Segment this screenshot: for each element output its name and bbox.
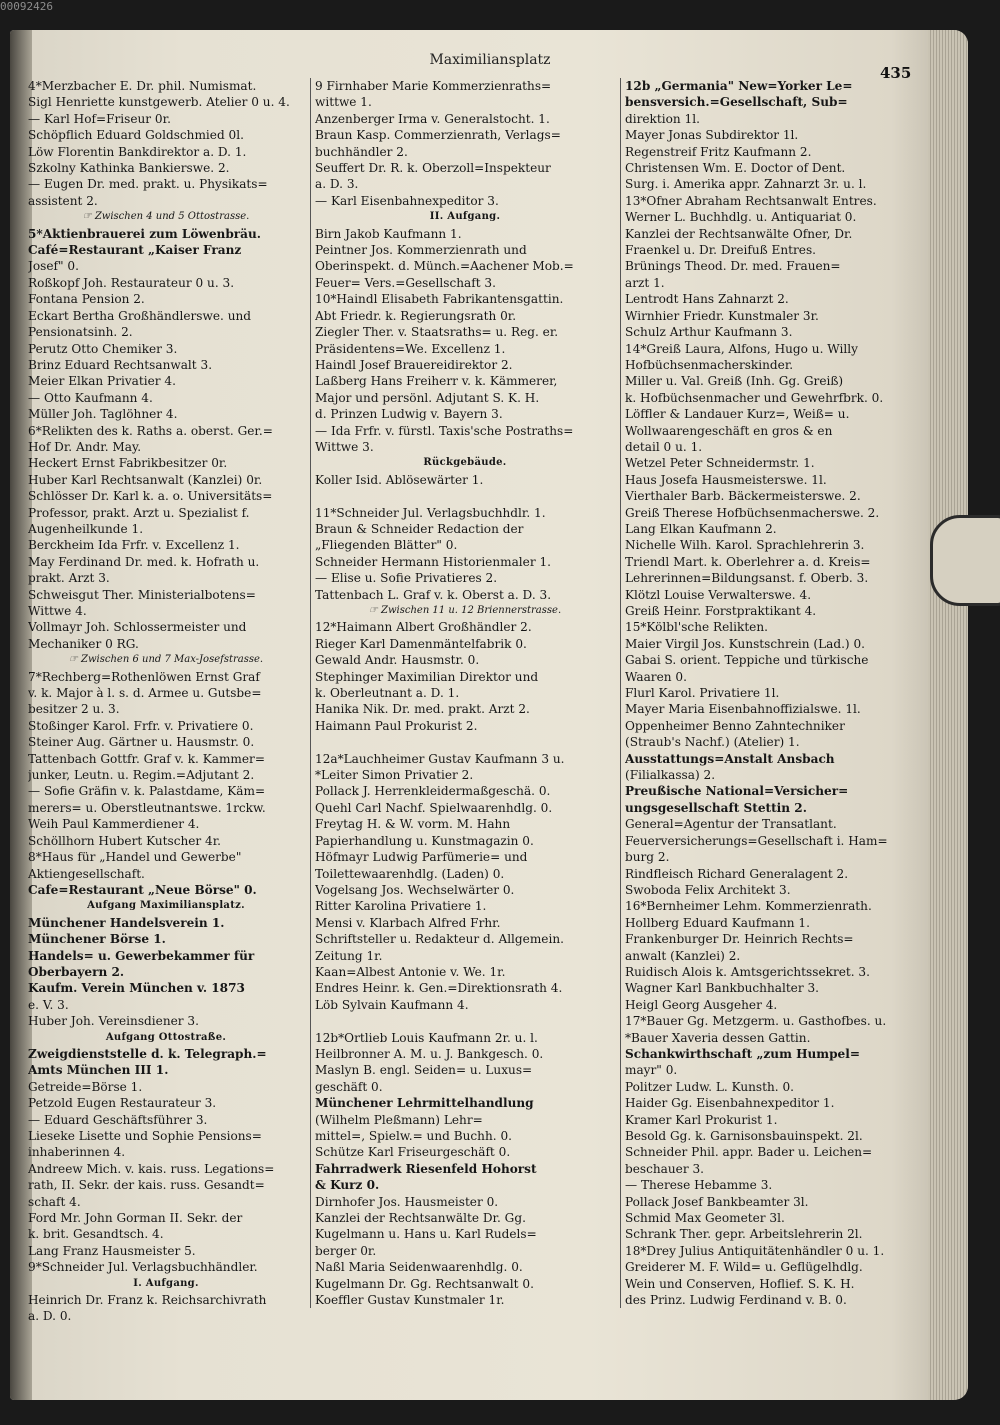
directory-entry: — Eduard Geschäftsführer 3.: [28, 1112, 208, 1127]
directory-entry: Tattenbach Gottfr. Graf v. k. Kammer=: [28, 751, 265, 766]
directory-entry: Löw Florentin Bankdirektor a. D. 1.: [28, 144, 247, 159]
directory-entry: Café=Restaurant „Kaiser Franz: [28, 243, 242, 258]
directory-entry: Tattenbach L. Graf v. k. Oberst a. D. 3.: [315, 587, 552, 602]
directory-entry: Politzer Ludw. L. Kunsth. 0.: [625, 1079, 794, 1094]
directory-entry: Münchener Handelsverein 1.: [28, 915, 225, 930]
directory-entry: Münchener Börse 1.: [28, 932, 166, 947]
directory-entry: assistent 2.: [28, 193, 98, 208]
directory-entry: Miller u. Val. Greiß (Inh. Gg. Greiß): [625, 374, 844, 389]
directory-entry: 9*Schneider Jul. Verlagsbuchhändler.: [28, 1260, 258, 1275]
directory-entry: des Prinz. Ludwig Ferdinand v. B. 0.: [625, 1293, 847, 1308]
directory-entry: 12*Haimann Albert Großhändler 2.: [315, 620, 532, 635]
directory-entry: Ausstattungs=Anstalt Ansbach: [625, 751, 835, 766]
directory-entry: — Karl Hof=Friseur 0r.: [28, 111, 171, 126]
directory-entry: Wirnhier Friedr. Kunstmaler 3r.: [625, 308, 819, 323]
directory-entry: junker, Leutn. u. Regim.=Adjutant 2.: [28, 768, 255, 783]
directory-entry: 5*Aktienbrauerei zum Löwenbräu.: [28, 226, 261, 241]
cross-street-note: ☞ Zwischen 11 u. 12 Briennerstrasse.: [368, 605, 562, 616]
directory-entry: Laßberg Hans Freiherr v. k. Kämmerer,: [315, 374, 558, 389]
directory-entry: Oberbayern 2.: [28, 964, 125, 979]
directory-entry: prakt. Arzt 3.: [28, 571, 110, 586]
directory-entry: Haider Gg. Eisenbahnexpeditor 1.: [625, 1096, 835, 1111]
directory-entry: Josef" 0.: [28, 259, 79, 274]
directory-entry: Haimann Paul Prokurist 2.: [315, 718, 478, 733]
directory-entry: Quehl Carl Nachf. Spielwaarenhdlg. 0.: [315, 800, 553, 815]
directory-entry: Wittwe 3.: [315, 439, 374, 454]
directory-entry: Weih Paul Kammerdiener 4.: [28, 817, 200, 832]
cross-street-note: ☞ Zwischen 6 und 7 Max-Josefstrasse.: [68, 654, 264, 666]
directory-entry: Feuerversicherungs=Gesellschaft i. Ham=: [625, 833, 888, 848]
directory-entry: Regenstreif Fritz Kaufmann 2.: [625, 144, 812, 159]
directory-entry: Fontana Pension 2.: [28, 292, 145, 307]
directory-entry: anwalt (Kanzlei) 2.: [625, 948, 741, 963]
directory-entry: Mensi v. Klarbach Alfred Frhr.: [315, 915, 501, 930]
directory-entry: Werner L. Buchhdlg. u. Antiquariat 0.: [625, 210, 857, 225]
directory-entry: Kugelmann Dr. Gg. Rechtsanwalt 0.: [315, 1276, 534, 1291]
directory-entry: Heigl Georg Ausgeher 4.: [625, 997, 778, 1012]
directory-entry: Kramer Karl Prokurist 1.: [625, 1112, 778, 1127]
directory-entry: Oppenheimer Benno Zahntechniker: [625, 718, 845, 733]
directory-entry: Heinrich Dr. Franz k. Reichsarchivrath: [28, 1293, 267, 1308]
directory-entry: k. Oberleutnant a. D. 1.: [315, 686, 460, 701]
page-number: 435: [880, 64, 912, 82]
directory-entry: — Ida Frfr. v. fürstl. Taxis'sche Postraths=: [315, 423, 574, 438]
directory-entry: Heckert Ernst Fabrikbesitzer 0r.: [28, 456, 228, 471]
directory-entry: Fraenkel u. Dr. Dreifuß Entres.: [625, 243, 816, 258]
directory-entry: Eckart Bertha Großhändlerswe. und: [28, 308, 252, 323]
directory-entry: Stoßinger Karol. Frfr. v. Privatiere 0.: [28, 718, 254, 733]
directory-entry: — Karl Eisenbahnexpeditor 3.: [315, 193, 499, 208]
directory-entry: Preußische National=Versicher=: [625, 784, 849, 799]
directory-entry: [315, 1013, 615, 1029]
directory-entry: *Bauer Xaveria dessen Gattin.: [625, 1030, 811, 1045]
directory-entry: Rieger Karl Damenmäntelfabrik 0.: [315, 636, 527, 651]
directory-entry: Schütze Karl Friseurgeschäft 0.: [315, 1145, 511, 1160]
directory-entry: Aktiengesellschaft.: [28, 866, 145, 881]
directory-entry: merers= u. Oberstleutnantswe. 1rckw.: [28, 800, 266, 815]
directory-entry: burg 2.: [625, 850, 670, 865]
directory-entry: Vogelsang Jos. Wechselwärter 0.: [315, 882, 515, 897]
directory-entry: Birn Jakob Kaufmann 1.: [315, 226, 462, 241]
section-heading: II. Aufgang.: [429, 211, 501, 223]
directory-entry: (Straub's Nachf.) (Atelier) 1.: [625, 735, 800, 750]
directory-entry: Braun & Schneider Redaction der: [315, 521, 524, 536]
directory-entry: — Otto Kaufmann 4.: [28, 390, 153, 405]
directory-entry: Kaan=Albest Antonie v. We. 1r.: [315, 964, 506, 979]
directory-entry: Mayer Maria Eisenbahnoffizialswe. 1l.: [625, 702, 861, 717]
directory-entry: Vierthaler Barb. Bäckermeisterswe. 2.: [625, 489, 861, 504]
directory-entry: Naßl Maria Seidenwaarenhdlg. 0.: [315, 1260, 523, 1275]
street-header: Maximiliansplatz: [429, 52, 551, 68]
directory-entry: Mayer Jonas Subdirektor 1l.: [625, 128, 799, 143]
directory-entry: Schriftsteller u. Redakteur d. Allgemein.: [315, 932, 564, 947]
directory-entry: Ritter Karolina Privatiere 1.: [315, 899, 487, 914]
directory-entry: bensversich.=Gesellschaft, Sub=: [625, 95, 848, 110]
directory-entry: 17*Bauer Gg. Metzgerm. u. Gasthofbes. u.: [625, 1014, 887, 1029]
directory-entry: Triendl Mart. k. Oberlehrer a. d. Kreis=: [625, 554, 871, 569]
directory-entry: Toilettewaarenhdlg. (Laden) 0.: [315, 866, 505, 881]
directory-entry: Hanika Nik. Dr. med. prakt. Arzt 2.: [315, 702, 530, 717]
directory-entry: Pensionatsinh. 2.: [28, 325, 133, 340]
cross-street-note: ☞ Zwischen 4 und 5 Ottostrasse.: [82, 211, 250, 223]
directory-entry: Koeffler Gustav Kunstmaler 1r.: [315, 1293, 505, 1308]
directory-entry: 18*Drey Julius Antiquitätenhändler 0 u. 1.: [625, 1243, 885, 1258]
directory-entry: Vollmayr Joh. Schlossermeister und: [28, 620, 247, 635]
directory-entry: May Ferdinand Dr. med. k. Hofrath u.: [28, 554, 260, 569]
directory-entry: Schrank Ther. gepr. Arbeitslehrerin 2l.: [625, 1227, 863, 1242]
directory-entry: Zeitung 1r.: [315, 948, 383, 963]
directory-entry: schaft 4.: [28, 1194, 81, 1209]
directory-entry: Löffler & Landauer Kurz=, Weiß= u.: [625, 407, 850, 422]
directory-entry: Wagner Karl Bankbuchhalter 3.: [625, 981, 819, 996]
directory-entry: Schneider Phil. appr. Bader u. Leichen=: [625, 1145, 873, 1160]
directory-entry: beschauer 3.: [625, 1161, 704, 1176]
directory-entry: Handels= u. Gewerbekammer für: [28, 948, 255, 963]
thumb-index-tab: [930, 515, 1000, 606]
directory-entry: 7*Rechberg=Rothenlöwen Ernst Graf: [28, 669, 260, 684]
directory-entry: e. V. 3.: [28, 997, 69, 1012]
directory-entry: Roßkopf Joh. Restaurateur 0 u. 3.: [28, 275, 235, 290]
column-right: [620, 78, 915, 1308]
section-heading: Aufgang Maximiliansplatz.: [87, 900, 245, 912]
directory-entry: — Eugen Dr. med. prakt. u. Physikats=: [28, 177, 268, 192]
directory-entry: Schmid Max Geometer 3l.: [625, 1211, 785, 1226]
directory-entry: Wetzel Peter Schneidermstr. 1.: [625, 456, 815, 471]
section-heading: Rückgebäude.: [423, 457, 507, 469]
directory-entry: Haindl Josef Brauereidirektor 2.: [315, 357, 513, 372]
directory-entry: a. D. 0.: [28, 1309, 72, 1324]
directory-entry: mittel=, Spielw.= und Buchh. 0.: [315, 1129, 512, 1143]
directory-entry: k. Hofbüchsenmacher und Gewehrfbrk. 0.: [625, 390, 884, 405]
column-left: [28, 78, 304, 1325]
directory-entry: 15*Kölbl'sche Relikten.: [625, 620, 768, 635]
directory-entry: Wollwaarengeschäft en gros & en: [625, 423, 833, 438]
directory-entry: Major und persönl. Adjutant S. K. H.: [315, 390, 540, 405]
directory-entry: Zweigdienststelle d. k. Telegraph.=: [28, 1046, 267, 1061]
directory-entry: k. brit. Gesandtsch. 4.: [28, 1227, 164, 1242]
directory-entry: & Kurz 0.: [315, 1178, 380, 1193]
directory-entry: Greiß Heinr. Forstpraktikant 4.: [625, 604, 817, 618]
directory-entry: buchhändler 2.: [315, 144, 408, 159]
directory-entry: Lang Franz Hausmeister 5.: [28, 1243, 196, 1258]
directory-entry: Greiß Therese Hofbüchsenmacherswe. 2.: [625, 505, 880, 520]
directory-entry: geschäft 0.: [315, 1079, 383, 1094]
directory-entry: Besold Gg. k. Garnisonsbauinspekt. 2l.: [625, 1129, 863, 1143]
directory-entry: Gabai S. orient. Teppiche und türkische: [625, 653, 869, 668]
scan-id: 00092426: [0, 0, 53, 13]
directory-entry: Schweisgut Ther. Ministerialbotens=: [28, 587, 256, 602]
directory-entry: Abt Friedr. k. Regierungsrath 0r.: [315, 308, 517, 323]
directory-entry: Brinz Eduard Rechtsanwalt 3.: [28, 357, 213, 372]
directory-entry: Kaufm. Verein München v. 1873: [28, 981, 245, 996]
directory-entry: a. D. 3.: [315, 177, 359, 192]
directory-entry: Feuer= Vers.=Gesellschaft 3.: [315, 275, 496, 290]
directory-entry: Seuffert Dr. R. k. Oberzoll=Inspekteur: [315, 161, 551, 176]
directory-entry: (Filialkassa) 2.: [625, 768, 716, 783]
directory-entry: Anzenberger Irma v. Generalstocht. 1.: [315, 111, 550, 126]
directory-entry: Christensen Wm. E. Doctor of Dent.: [625, 161, 846, 176]
section-heading: Aufgang Ottostraße.: [105, 1031, 227, 1043]
directory-entry: Stephinger Maximilian Direktor und: [315, 669, 539, 684]
directory-entry: Klötzl Louise Verwalterswe. 4.: [625, 587, 812, 602]
directory-entry: Kanzlei der Rechtsanwälte Ofner, Dr.: [625, 226, 853, 241]
directory-entry: Mechaniker 0 RG.: [28, 636, 139, 651]
directory-entry: Cafe=Restaurant „Neue Börse" 0.: [28, 882, 257, 897]
directory-entry: Frankenburger Dr. Heinrich Rechts=: [625, 932, 854, 947]
directory-entry: Oberinspekt. d. Münch.=Aachener Mob.=: [315, 259, 574, 274]
directory-entry: Hofbüchsenmacherskinder.: [625, 357, 794, 372]
directory-entry: berger 0r.: [315, 1243, 377, 1258]
directory-entry: — Therese Hebamme 3.: [625, 1178, 773, 1193]
directory-entry: Schöpflich Eduard Goldschmied 0l.: [28, 128, 244, 143]
directory-entry: Waaren 0.: [625, 669, 687, 684]
directory-entry: Swoboda Felix Architekt 3.: [625, 882, 791, 897]
directory-entry: direktion 1l.: [625, 111, 700, 126]
directory-entry: detail 0 u. 1.: [625, 439, 703, 454]
directory-entry: 16*Bernheimer Lehm. Kommerzienrath.: [625, 899, 872, 914]
directory-entry: Löb Sylvain Kaufmann 4.: [315, 997, 469, 1012]
directory-entry: Haus Josefa Hausmeisterswe. 1l.: [625, 472, 827, 487]
directory-entry: 12b „Germania" New=Yorker Le=: [625, 79, 853, 93]
directory-entry: v. k. Major à l. s. d. Armee u. Gutsbe=: [28, 686, 262, 701]
directory-entry: — Elise u. Sofie Privatieres 2.: [315, 571, 498, 586]
directory-entry: Lang Elkan Kaufmann 2.: [625, 521, 777, 536]
directory-entry: 9 Firnhaber Marie Kommerzienraths=: [315, 79, 552, 93]
directory-entry: Huber Karl Rechtsanwalt (Kanzlei) 0r.: [28, 472, 263, 487]
directory-entry: Huber Joh. Vereinsdiener 3.: [28, 1014, 199, 1029]
directory-entry: Braun Kasp. Commerzienrath, Verlags=: [315, 128, 561, 143]
directory-entry: Schneider Hermann Historienmaler 1.: [315, 554, 551, 569]
directory-entry: Hof Dr. Andr. May.: [28, 439, 142, 454]
directory-entry: Ruidisch Alois k. Amtsgerichtssekret. 3.: [625, 964, 870, 979]
page-edge: [928, 30, 968, 1400]
directory-entry: Schlösser Dr. Karl k. a. o. Universitäts=: [28, 489, 273, 504]
directory-entry: 8*Haus für „Handel und Gewerbe": [28, 850, 242, 865]
directory-entry: Pollack J. Herrenkleidermaßgeschä. 0.: [315, 784, 551, 799]
directory-entry: Endres Heinr. k. Gen.=Direktionsrath 4.: [315, 981, 563, 996]
directory-entry: Brünings Theod. Dr. med. Frauen=: [625, 259, 841, 274]
directory-entry: Münchener Lehrmittelhandlung: [315, 1096, 534, 1111]
directory-entry: Nichelle Wilh. Karol. Sprachlehrerin 3.: [625, 538, 865, 553]
directory-entry: 4*Merzbacher E. Dr. phil. Numismat.: [28, 79, 257, 93]
directory-entry: arzt 1.: [625, 275, 665, 290]
directory-entry: 11*Schneider Jul. Verlagsbuchhdlr. 1.: [315, 505, 546, 520]
directory-entry: Schöllhorn Hubert Kutscher 4r.: [28, 833, 222, 848]
directory-entry: 13*Ofner Abraham Rechtsanwalt Entres.: [625, 193, 877, 208]
directory-entry: *Leiter Simon Privatier 2.: [315, 768, 474, 783]
directory-entry: Augenheilkunde 1.: [28, 521, 144, 536]
directory-entry: Lieseke Lisette und Sophie Pensions=: [28, 1129, 262, 1143]
directory-entry: 10*Haindl Elisabeth Fabrikantensgattin.: [315, 292, 564, 307]
directory-entry: Wein und Conserven, Hoflief. S. K. H.: [625, 1276, 855, 1291]
directory-entry: rath, II. Sekr. der kais. russ. Gesandt=: [28, 1178, 265, 1193]
directory-entry: inhaberinnen 4.: [28, 1145, 126, 1160]
directory-entry: wittwe 1.: [315, 95, 372, 110]
directory-entry: Schulz Arthur Kaufmann 3.: [625, 325, 793, 340]
directory-entry: Kanzlei der Rechtsanwälte Dr. Gg.: [315, 1211, 526, 1226]
directory-entry: Surg. i. Amerika appr. Zahnarzt 3r. u. l.: [625, 177, 867, 192]
directory-entry: Müller Joh. Taglöhner 4.: [28, 407, 178, 422]
directory-entry: (Wilhelm Pleßmann) Lehr=: [315, 1112, 483, 1127]
directory-entry: Maier Virgil Jos. Kunstschrein (Lad.) 0.: [625, 636, 866, 651]
directory-entry: Papierhandlung u. Kunstmagazin 0.: [315, 833, 534, 848]
directory-entry: [315, 488, 615, 504]
directory-entry: Ford Mr. John Gorman II. Sekr. der: [28, 1211, 243, 1226]
directory-entry: Rindfleisch Richard Generalagent 2.: [625, 866, 849, 881]
directory-entry: d. Prinzen Ludwig v. Bayern 3.: [315, 407, 503, 422]
directory-entry: Fahrradwerk Riesenfeld Hohorst: [315, 1161, 537, 1176]
directory-entry: 14*Greiß Laura, Alfons, Hugo u. Willy: [625, 341, 858, 356]
directory-entry: Steiner Aug. Gärtner u. Hausmstr. 0.: [28, 735, 255, 750]
directory-entry: 12a*Lauchheimer Gustav Kaufmann 3 u.: [315, 751, 565, 766]
directory-entry: Ziegler Ther. v. Staatsraths= u. Reg. er.: [315, 325, 559, 340]
directory-entry: Sigl Henriette kunstgewerb. Atelier 0 u. 4.: [28, 95, 290, 110]
directory-entry: Amts München III 1.: [28, 1063, 169, 1078]
directory-entry: Heilbronner A. M. u. J. Bankgesch. 0.: [315, 1046, 544, 1061]
directory-entry: Hollberg Eduard Kaufmann 1.: [625, 915, 810, 930]
directory-entry: Perutz Otto Chemiker 3.: [28, 341, 178, 356]
directory-entry: Andreew Mich. v. kais. russ. Legations=: [28, 1161, 275, 1176]
directory-entry: Gewald Andr. Hausmstr. 0.: [315, 653, 480, 668]
directory-entry: Freytag H. & W. vorm. M. Hahn: [315, 817, 511, 832]
directory-entry: Schankwirthschaft „zum Humpel=: [625, 1046, 860, 1061]
directory-entry: Präsidentens=We. Excellenz 1.: [315, 341, 506, 356]
directory-entry: Dirnhofer Jos. Hausmeister 0.: [315, 1194, 499, 1209]
directory-entry: mayr" 0.: [625, 1063, 678, 1078]
directory-entry: ungsgesellschaft Stettin 2.: [625, 800, 807, 815]
directory-entry: Höfmayr Ludwig Parfümerie= und: [315, 850, 528, 865]
directory-entry: Lehrerinnen=Bildungsanst. f. Oberb. 3.: [625, 571, 869, 586]
directory-entry: Pollack Josef Bankbeamter 3l.: [625, 1194, 809, 1209]
directory-entry: General=Agentur der Transatlant.: [625, 817, 837, 832]
directory-entry: Getreide=Börse 1.: [28, 1079, 143, 1094]
directory-entry: Maslyn B. engl. Seiden= u. Luxus=: [315, 1063, 533, 1078]
directory-entry: 12b*Ortlieb Louis Kaufmann 2r. u. l.: [315, 1030, 538, 1045]
directory-entry: Kugelmann u. Hans u. Karl Rudels=: [315, 1227, 537, 1242]
column-middle: [310, 78, 615, 1308]
directory-entry: Greiderer M. F. Wild= u. Geflügelhdlg.: [625, 1260, 863, 1275]
directory-entry: Flurl Karol. Privatiere 1l.: [625, 686, 780, 701]
directory-entry: Berckheim Ida Frfr. v. Excellenz 1.: [28, 538, 240, 553]
section-heading: I. Aufgang.: [133, 1277, 199, 1289]
directory-entry: „Fliegenden Blätter" 0.: [315, 538, 458, 553]
directory-entry: Wittwe 4.: [28, 604, 87, 618]
directory-entry: [315, 734, 615, 750]
directory-entry: besitzer 2 u. 3.: [28, 702, 120, 717]
directory-entry: Lentrodt Hans Zahnarzt 2.: [625, 292, 789, 307]
directory-entry: Petzold Eugen Restaurateur 3.: [28, 1096, 217, 1111]
directory-entry: Professor, prakt. Arzt u. Spezialist f.: [28, 505, 250, 520]
directory-entry: — Sofie Gräfin v. k. Palastdame, Käm=: [28, 784, 266, 799]
directory-entry: Szkolny Kathinka Bankierswe. 2.: [28, 161, 230, 176]
directory-entry: Peintner Jos. Kommerzienrath und: [315, 243, 527, 258]
directory-entry: Meier Elkan Privatier 4.: [28, 374, 176, 389]
directory-entry: Koller Isid. Ablösewärter 1.: [315, 472, 484, 487]
directory-entry: 6*Relikten des k. Raths a. oberst. Ger.=: [28, 423, 273, 438]
